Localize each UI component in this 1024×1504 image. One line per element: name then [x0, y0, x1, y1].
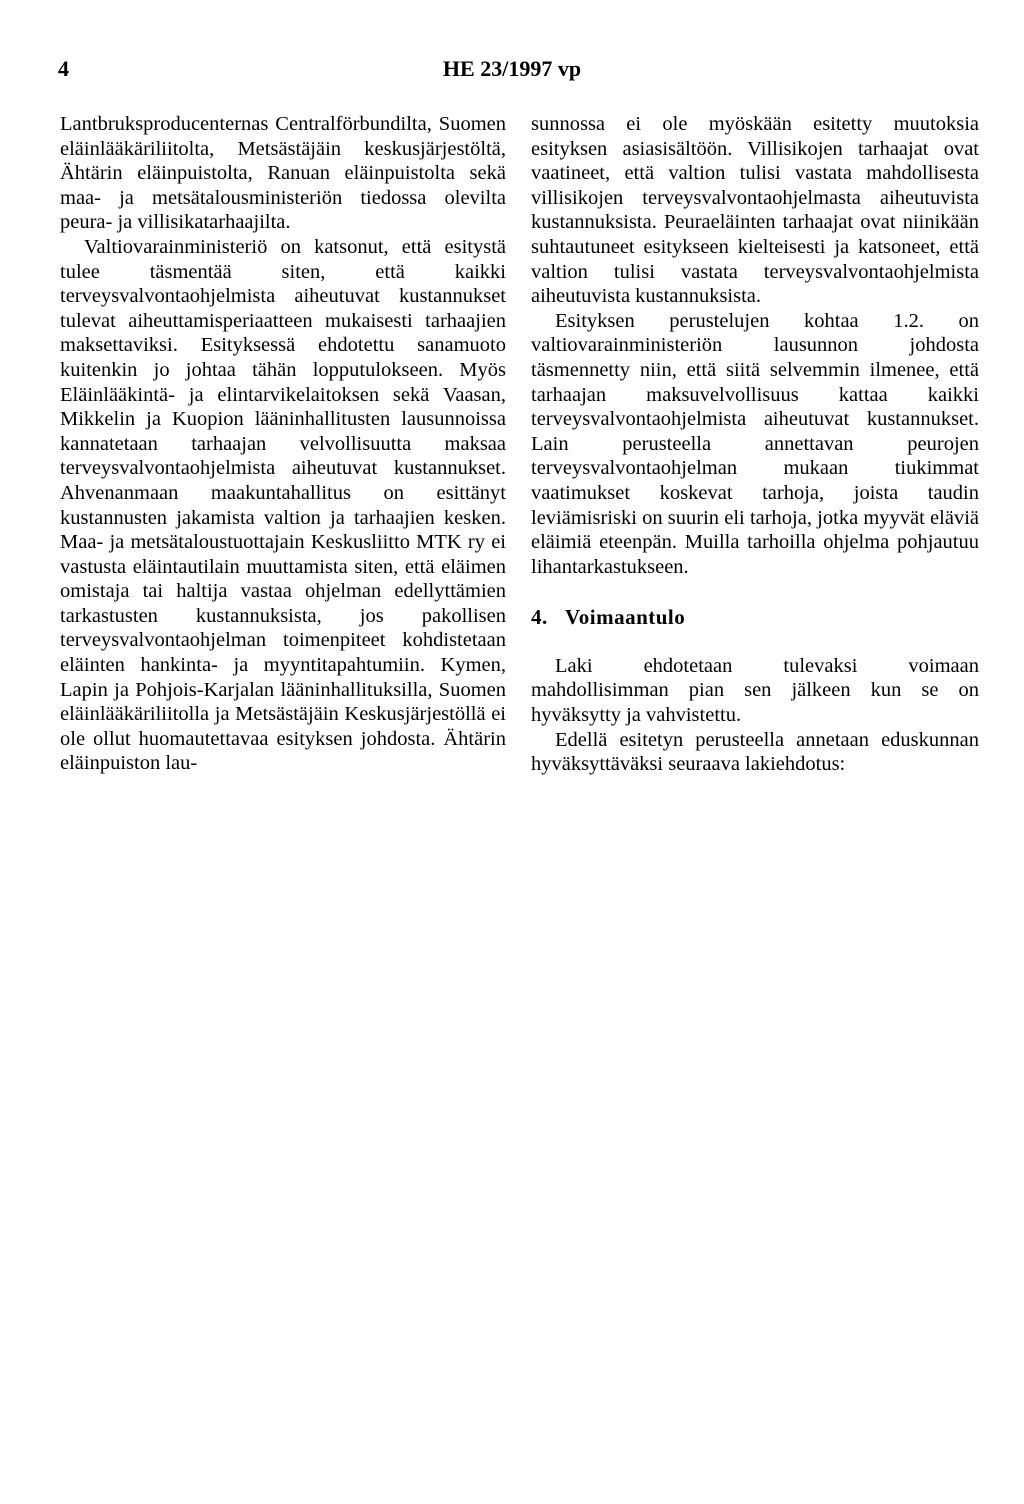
section-heading	[531, 605, 979, 630]
page-number: 4	[58, 56, 69, 81]
paragraph: sunnossa ei ole myöskään esitetty muutoksia esityksen asiasisältöön. Villisikojen tarhaajat ovat vaatineet, että valtion tulisi vastata mahdollisesta villisikojen terveysvalvontaohjelmasta aiheutuvista kustannuksista. Peuraeläinten tarhaajat ovat niinikään suhtautuneet esitykseen kielteisesti ja katsoneet, että valtion tulisi vastata terveysvalvontaohjelmista aiheutuvista kustannuksista.	[531, 113, 979, 308]
paragraph: Laki ehdotetaan tulevaksi voimaan mahdollisimman pian sen jälkeen kun se on hyväksytty ja vahvistettu.	[531, 654, 979, 727]
document-identifier: HE 23/1997 vp	[442, 56, 582, 81]
paragraph: Edellä esitetyn perusteella annetaan eduskunnan hyväksyttäväksi seuraava lakiehdotus:	[531, 728, 979, 776]
paragraph: Esityksen perustelujen kohtaa 1.2. on valtiovarainministeriön lausunnon johdosta täsmennetty niin, että siitä selvemmin ilmenee, että tarhaajan maksuvelvollisuus kattaa kaikki terveysvalvontaohjelmista aiheutuvat kustannukset. Lain perusteella annettavan peurojen terveysvalvontaohjelman mukaan tiukimmat vaatimukset koskevat tarhoja, joista taudin leviämisriski on suurin eli tarhoja, jotka myyvät eläviä eläimiä eteenpän. Muilla tarhoilla ohjelma pohjautuu lihantarkastukseen.	[531, 309, 979, 578]
paragraph: Lantbruksproducenternas Centralförbundilta, Suomen eläinlääkäriliitolta, Metsästäjäin keskusjärjestöltä, Ähtärin eläinpuistolta, Ranuan eläinpuistolta sekä maa- ja metsätalousministeriön tiedossa olevilta peura- ja villisikatarhaajilta.	[60, 113, 506, 234]
left-column	[60, 112, 506, 776]
paragraph: Valtiovarainministeriö on katsonut, että esitystä tulee täsmentää siten, että kaikki terveysvalvontaohjelmista aiheutuvat kustannukset tulevat aiheuttamisperiaatteen mukaisesti tarhaajien maksettaviksi. Esityksessä ehdotettu sanamuoto kuitenkin jo johtaa tähän lopputulokseen. Myös Eläinlääkintä- ja elintarvikelaitoksen sekä Vaasan, Mikkelin ja Kuopion lääninhallitusten lausunnoissa kannatetaan tarhaajan velvollisuutta maksaa terveysvalvontaohjelmista aiheutuvat kustannukset. Ahvenanmaan maakuntahallitus on esittänyt kustannusten jakamista valtion ja tarhaajien kesken. Maa- ja metsätaloustuottajain Keskusliitto MTK ry ei vastusta eläintautilain muuttamista siten, että eläimen omistaja tai haltija vastaa ohjelman edellyttämien tarkastusten kustannuksista, jos pakollisen terveysvalvontaohjelman toimenpiteet kohdistetaan eläinten hankinta- ja myyntitapahtumiin. Kymen, Lapin ja Pohjois-Karjalan lääninhallituksilla, Suomen eläinlääkäriliitolla ja Metsästäjäin Keskusjärjestöllä ei ole ollut huomautettavaa esityksen johdosta. Ähtärin eläinpuiston lau-	[60, 235, 506, 775]
section-number: 4.	[531, 605, 548, 630]
section-title: Voimaantulo	[565, 605, 686, 630]
right-column	[531, 112, 979, 777]
